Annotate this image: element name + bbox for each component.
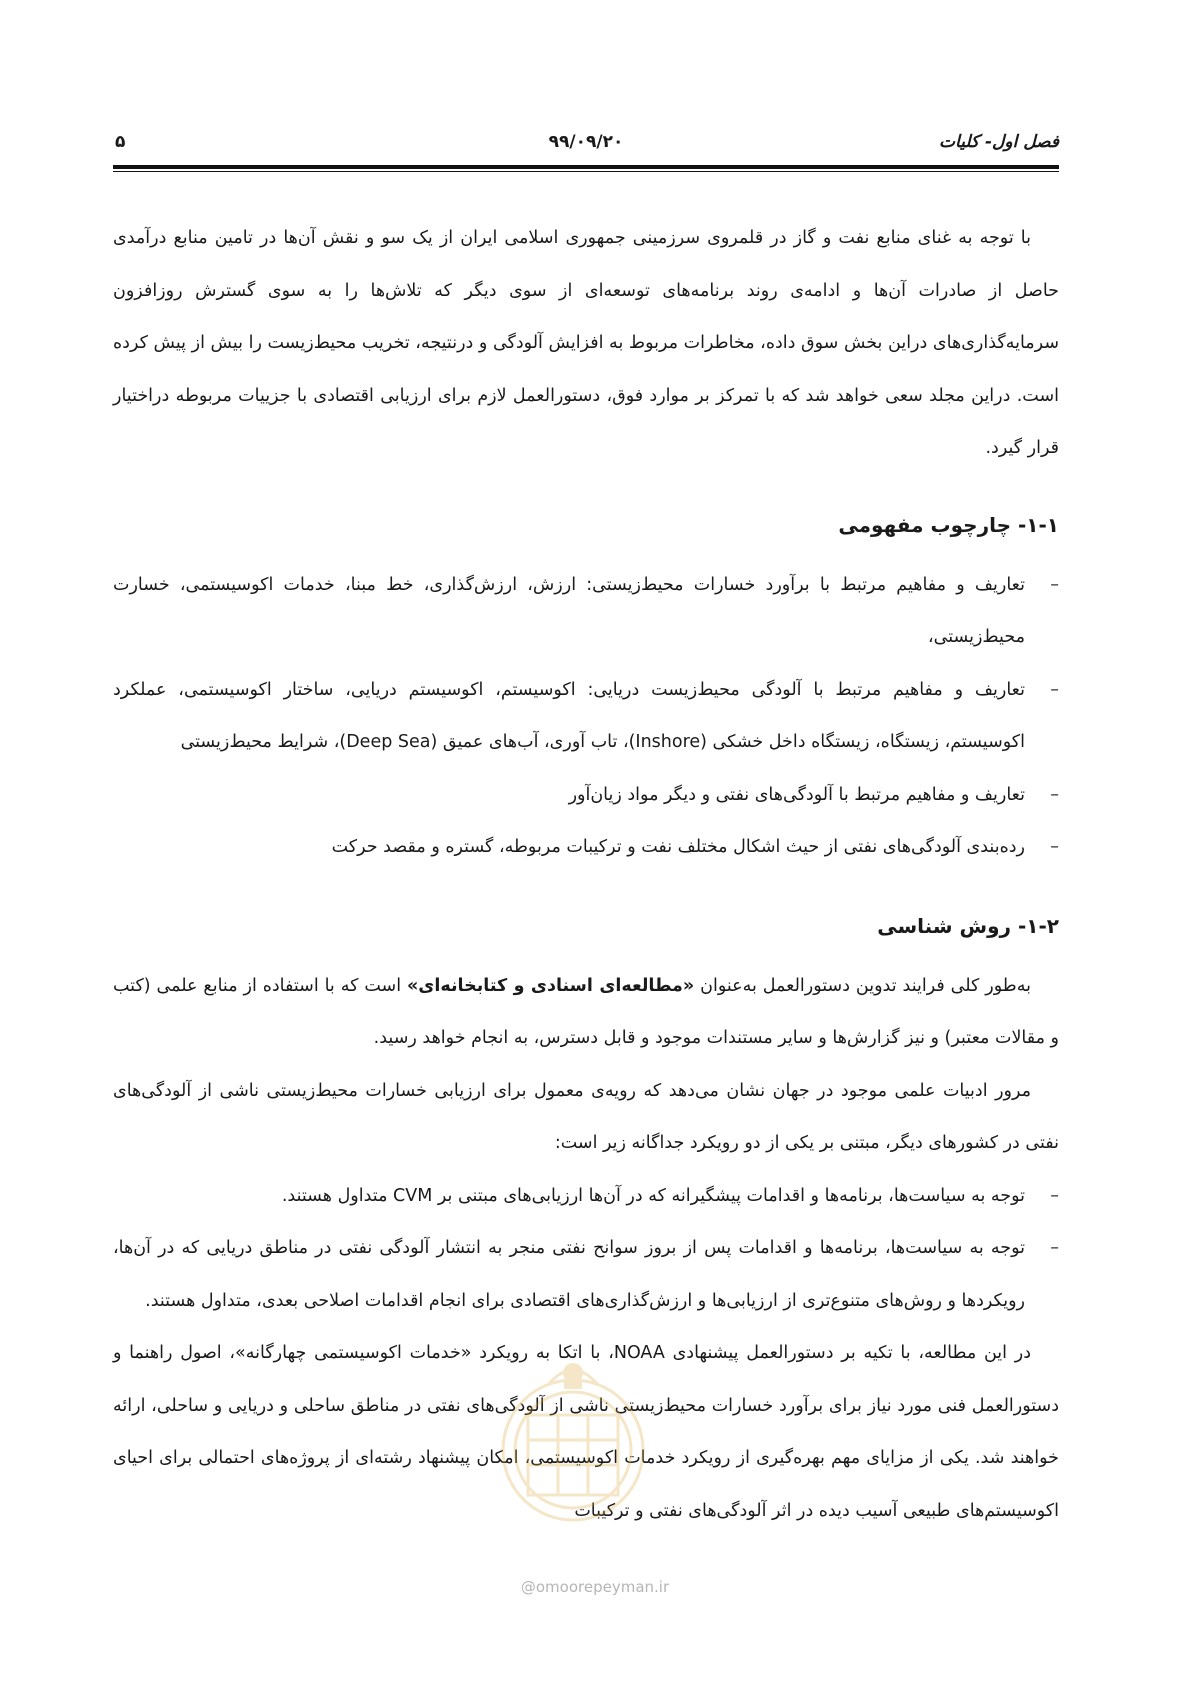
header-date: ۹۹/۰۹/۲۰ [548,132,624,152]
section-heading-methodology: ۱-۲- روش شناسی [877,913,1059,938]
list-item: – تعاریف و مفاهیم مرتبط با آلودگی‌های نفتی و دیگر مواد زیان‌آور [113,769,1025,822]
page-header [113,130,1059,164]
methodology-p1-start: به‌طور کلی فرایند تدوین دستورالعمل به‌عنوان [694,975,1031,996]
watermark-url: @omoorepeyman.ir [520,1578,670,1596]
chapter-title: فصل اول- کلیات [939,132,1059,152]
methodology-paragraph-1 [113,960,1059,1065]
watermark-seal-icon [488,1345,658,1535]
conceptual-framework-list [113,559,1059,874]
list-item: – تعاریف و مفاهیم مرتبط با آلودگی محیط‌زیست دریایی: اکوسیستم، اکوسیستم دریایی، ساختار اکوسیستمی، عملکرد اکوسیستم، زیستگاه، زیستگاه داخل خشکی (Inshore)، تاب آوری، آب‌های عمیق (Deep Sea)، شرایط محیط‌زیستی [113,664,1025,769]
body-content [113,212,1059,1537]
methodology-p1-emphasis: «مطالعه‌ای اسنادی و کتابخانه‌ای» [406,975,695,996]
list-item: – رده‌بندی آلودگی‌های نفتی از حیث اشکال مختلف نفت و ترکیبات مربوطه، گستره و مقصد حرکت [113,821,1025,874]
methodology-paragraph-2: مرور ادبیات علمی موجود در جهان نشان می‌دهد که رویه‌ی معمول برای ارزیابی خسارات محیط‌زیستی ناشی از آلودگی‌های نفتی در کشورهای دیگر، مبتنی بر یکی از دو رویکرد جداگانه زیر است: [113,1080,1059,1153]
intro-paragraph: با توجه به غنای منابع نفت و گاز در قلمروی سرزمینی جمهوری اسلامی ایران از یک سو و نقش آن‌ها در تامین منابع درآمدی حاصل از صادرات آن‌ها و ادامه‌ی روند برنامه‌های توسعه‌ای از سوی دیگر که تلاش‌ها را به سوی گسترش روزافزون سرمایه‌گذاری‌های دراین بخش سوق داده، مخاطرات مربوط به افزایش آلودگی و درنتیجه، تخریب محیط‌زیست را بیش از پیش کرده است. دراین مجلد سعی خواهد شد که با تمرکز بر موارد فوق، دستورالعمل لازم برای ارزیابی اقتصادی با جزییات مربوطه دراختیار قرار گیرد. [113,228,1059,458]
list-item: – تعاریف و مفاهیم مرتبط با برآورد خسارات محیط‌زیستی: ارزش، ارزش‌گذاری، خط مبنا، خدمات اکوسیستمی، خسارت محیط‌زیستی، [113,559,1025,664]
header-rule-thick [113,165,1059,169]
list-item: – توجه به سیاست‌ها، برنامه‌ها و اقدامات پس از بروز سوانح نفتی منجر به انتشار آلودگی نفتی در مناطق دریایی که در آن‌ها، رویکردها و روش‌های متنوع‌تری از ارزیابی‌ها و ارزش‌گذاری‌های اقتصادی برای انجام اقدامات اصلاحی بعدی، متداول هستند. [113,1222,1025,1327]
section-heading-conceptual-framework: ۱-۱- چارچوب مفهومی [838,512,1059,537]
approach-list [113,1170,1059,1328]
list-item: – توجه به سیاست‌ها، برنامه‌ها و اقدامات پیشگیرانه که در آن‌ها ارزیابی‌های مبتنی بر CVM متداول هستند. [113,1170,1025,1223]
header-rule-thin [113,171,1059,172]
page-number: ۵ [115,132,126,152]
methodology-p1-end: است که با استفاده از منابع علمی (کتب و مقالات معتبر) و نیز گزارش‌ها و سایر مستندات موجود و قابل دسترس، به انجام خواهد رسید. [113,975,1059,1048]
methodology-paragraph-3: در این مطالعه، با تکیه بر دستورالعمل پیشنهادی NOAA، با اتکا به رویکرد «خدمات اکوسیستمی چهارگانه»، اصول راهنما و دستورالعمل فنی مورد نیاز برای برآورد خسارات محیط‌زیستی ناشی از آلودگی‌های نفتی در مناطق ساحلی و دریایی و ساحلی، ارائه خواهند شد. یکی از مزایای مهم بهره‌گیری از رویکرد خدمات اکوسیستمی، امکان پیشنهاد رشته‌ای از پروژه‌های احتمالی برای احیای اکوسیستم‌های طبیعی آسیب دیده در اثر آلودگی‌های نفتی و ترکیبات [113,1343,1059,1521]
